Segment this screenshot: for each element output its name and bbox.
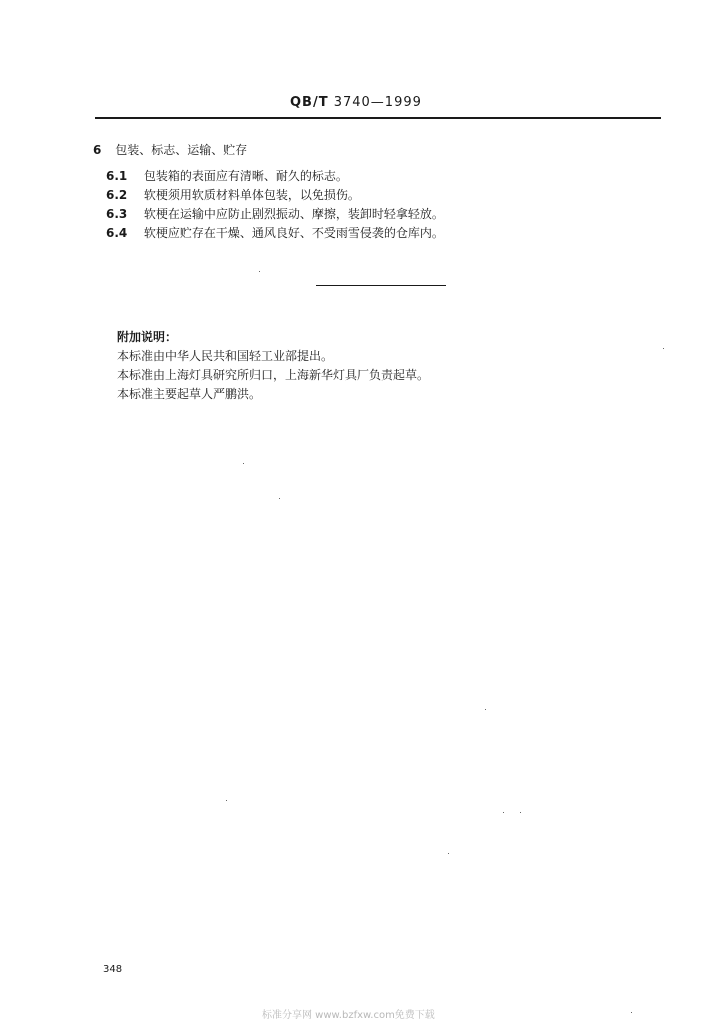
scan-speck [448,853,449,854]
page-number: 348 [103,964,123,975]
clause-number: 6.2 [106,188,128,202]
clause-6-2 [106,186,360,203]
scan-speck [243,463,244,464]
notes-line: 本标准主要起草人严鹏洪。 [117,387,262,401]
section-title: 包装、标志、运输、贮存 [115,143,248,157]
additional-notes [117,328,429,404]
clause-text: 软梗须用软质材料单体包装，以免损伤。 [143,188,360,202]
section-number: 6 [93,143,102,157]
clause-text: 包装箱的表面应有清晰、耐久的标志。 [143,169,348,183]
standard-code-prefix: QB/T [290,95,329,110]
scan-speck [520,812,521,813]
notes-line: 本标准由上海灯具研究所归口，上海新华灯具厂负责起草。 [117,368,430,382]
notes-line: 本标准由中华人民共和国轻工业部提出。 [117,349,334,363]
watermark: 标准分享网 www.bzfxw.com免费下载 [262,1010,435,1021]
clause-number: 6.4 [106,226,128,240]
notes-title: 附加说明： [117,330,178,344]
scan-speck [259,271,260,272]
clause-number: 6.1 [106,169,128,183]
standard-code-number: 3740—1999 [333,95,422,110]
clause-6-3 [106,205,444,222]
scan-speck [279,498,280,499]
clause-number: 6.3 [106,207,128,221]
section-heading [93,141,247,158]
scan-speck [503,812,504,813]
clause-text: 软梗在运输中应防止剧烈振动、摩擦，装卸时轻拿轻放。 [143,207,444,221]
scan-speck [631,1012,632,1013]
scan-speck [485,709,486,710]
clause-6-1 [106,167,348,184]
standard-code [290,95,470,110]
clause-6-4 [106,224,444,241]
header-rule [95,117,661,119]
clause-text: 软梗应贮存在干燥、通风良好、不受雨雪侵袭的仓库内。 [143,226,444,240]
scan-speck [663,348,664,349]
scan-speck [226,800,227,801]
end-of-text-rule [316,285,446,286]
